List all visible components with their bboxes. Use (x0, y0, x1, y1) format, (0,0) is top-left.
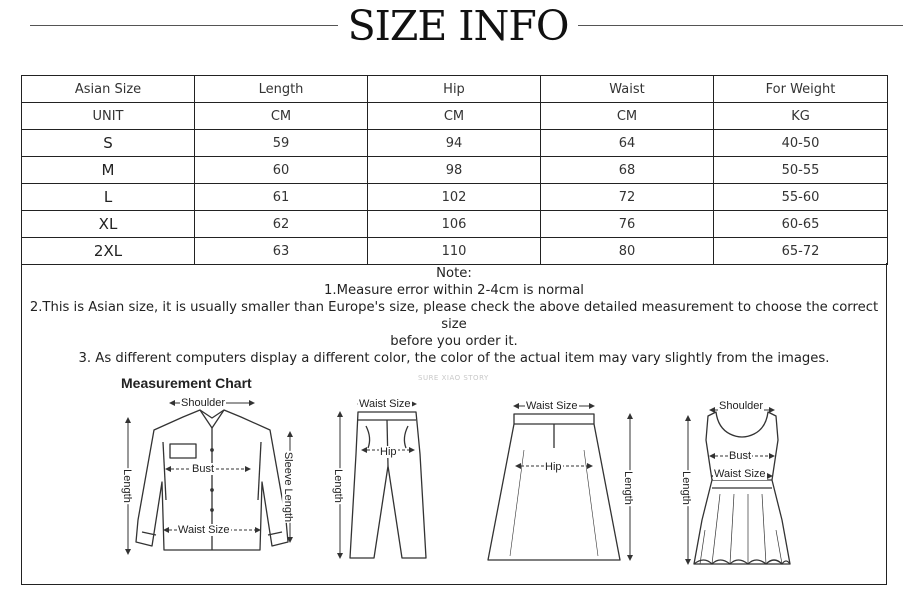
chart-title: Measurement Chart (121, 375, 252, 391)
table-cell: 94 (368, 130, 541, 157)
table-cell: 60 (195, 157, 368, 184)
table-cell: 40-50 (714, 130, 888, 157)
header-cell: For Weight (714, 76, 888, 103)
header-cell: Waist (541, 76, 714, 103)
shirt-shoulder-label: Shoulder (181, 397, 226, 409)
table-cell: 65-72 (714, 238, 888, 265)
table-cell: 76 (541, 211, 714, 238)
note-line-3: 3. As different computers display a different color, the color of the actual item may vary slightly from the images. (78, 351, 830, 366)
table-cell: 98 (368, 157, 541, 184)
table-row (22, 157, 888, 184)
table-cell: 68 (541, 157, 714, 184)
table-cell: 72 (541, 184, 714, 211)
skirt-icon (488, 414, 620, 560)
table-cell: 64 (541, 130, 714, 157)
dress-shoulder-label: Shoulder (719, 400, 764, 412)
skirt-hip-label: Hip (545, 461, 562, 473)
table-unit-row (22, 103, 888, 130)
note-line-2: 2.This is Asian size, it is usually smaller than Europe's size, please check the above detailed measurement to choose the correct size (29, 300, 879, 332)
notes (22, 265, 886, 367)
table-cell: 102 (368, 184, 541, 211)
dress-bust-label: Bust (729, 450, 752, 462)
unit-cell: CM (368, 103, 541, 130)
note-line-2-cont: before you order it. (390, 334, 518, 349)
unit-cell: UNIT (22, 103, 195, 130)
table-row (22, 211, 888, 238)
table-row (22, 238, 888, 265)
shirt-sleeve-label: Sleeve Length (282, 451, 295, 523)
pants-waist-label: Waist Size (359, 398, 411, 410)
unit-cell: KG (714, 103, 888, 130)
size-cell: M (22, 157, 195, 184)
size-cell: 2XL (22, 238, 195, 265)
table-cell: 106 (368, 211, 541, 238)
table-cell: 80 (541, 238, 714, 265)
dress-length-label: Length (679, 471, 692, 505)
size-cell: L (22, 184, 195, 211)
size-table (21, 75, 888, 265)
page-title: SIZE INFO (347, 2, 569, 50)
table-cell: 62 (195, 211, 368, 238)
size-cell: S (22, 130, 195, 157)
skirt-waist-label: Waist Size (526, 400, 578, 412)
pants-hip-label: Hip (380, 446, 397, 458)
dress-waist-label: Waist Size (714, 468, 766, 480)
table-row (22, 184, 888, 211)
shirt-length-label: Length (120, 469, 133, 503)
skirt-measure-lines (514, 406, 630, 560)
notes-heading: Note: (436, 266, 472, 281)
header-cell: Hip (368, 76, 541, 103)
table-cell: 50-55 (714, 157, 888, 184)
note-line-1: 1.Measure error within 2-4cm is normal (324, 283, 584, 298)
skirt-length-label: Length (621, 471, 634, 505)
table-header-row (22, 76, 888, 103)
table-cell: 63 (195, 238, 368, 265)
pants-length-label: Length (331, 469, 344, 503)
table-cell: 61 (195, 184, 368, 211)
measurement-chart (100, 370, 800, 580)
table-cell: 110 (368, 238, 541, 265)
table-cell: 60-65 (714, 211, 888, 238)
pants-icon (350, 412, 426, 558)
size-cell: XL (22, 211, 195, 238)
shirt-bust-label: Bust (192, 463, 215, 475)
table-row (22, 130, 888, 157)
dress-icon (694, 412, 790, 564)
shirt-waist-label: Waist Size (178, 524, 230, 536)
title-divider-left (30, 25, 338, 26)
title-divider-right (578, 25, 903, 26)
watermark: SURE XIAO STORY (418, 374, 489, 382)
table-cell: 59 (195, 130, 368, 157)
unit-cell: CM (541, 103, 714, 130)
header-cell: Length (195, 76, 368, 103)
table-cell: 55-60 (714, 184, 888, 211)
title-bar (0, 0, 903, 56)
unit-cell: CM (195, 103, 368, 130)
header-cell: Asian Size (22, 76, 195, 103)
